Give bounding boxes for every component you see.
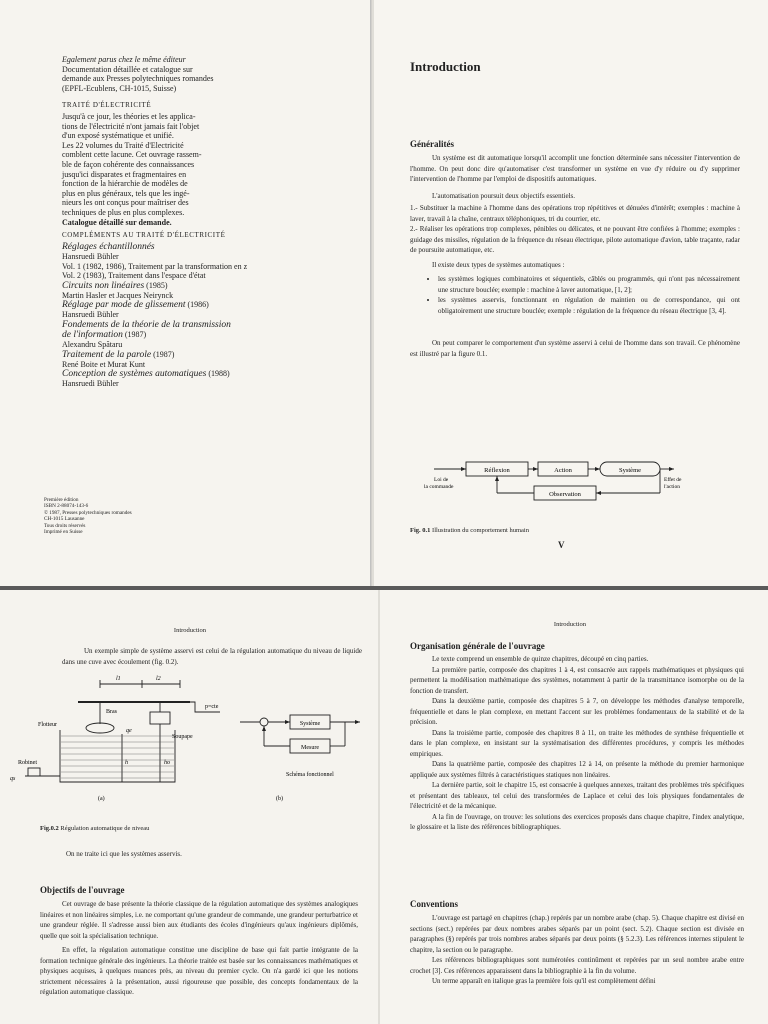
page-number: V bbox=[558, 540, 565, 550]
schema-label: Schéma fonctionnel bbox=[286, 772, 334, 778]
objectifs-text: Cet ouvrage de base présente la théorie classique de la régulation automatique des systèmes analogiques linéaires et non linéaires simples, i.e. ne comportant qu'une grandeur de commande, une grandeur perturbatrice et une grandeur réglée. Il s'adresse aussi bien aux étudiants des écoles d'ingénieurs qu'aux ingénieurs diplômés, quelle que soit la spécialisation technique. En effet, la régulation automatique constitue une discipline de base qui fait partie intégrante de la formation technique générale des ingénieurs. La théorie traitée est basée sur les connaissances mathématiques et physiques acquises, à quelques nuances près, au niveau du premier cycle. On n'a gardé ici que les notions strictement nécessaires à la présentation, aussi rigoureuse que possible, des concepts fondamentaux de la régulation automatique classique. bbox=[40, 900, 358, 996]
traite-text: Jusqu'à ce jour, les théories et les applica- tions de l'électricité n'ont jamais fait l'objet d'un exposé systématique et unifié. Les 22 volumes du Traité d'Electricité comblent cette lacune. Cet ouvrage rassem- ble de façon cohérente des connaissances jusqu'ici disparates et fragmentaires en fonction de la hiérarchie de modèles de plus en plus généraux, tels que les ingé- nieurs les ont conçus pour maîtriser des techniques de plus en plus complexes. Catalogue détaillé sur demande. bbox=[62, 112, 202, 227]
intro-text: Un système est dit automatique lorsqu'il accomplit une fonction déterminée sans nécessiter l'intervention de l'homme. On peut donc dire qu'automatiser c'est transformer un système en vue d'y réduire ou d'y supprimer l'intervention de l'homme par l'emploi de dispositifs automatiques. L'automatisation poursuit deux objectifs essentiels. 1.- Substituer la machine à l'homme dans des opérations trop répétitives et dénuées d'intérêt; exemples : machine à laver, travail à la chaîne, centraux téléphoniques, tri du courrier, etc. 2.- Réaliser les opérations trop complexes, pénibles ou délicates, et ne pouvant être confiées à l'homme; exemples : guidage des missiles, régulation de la fréquence du réseau électrique, pilote automatique d'avion, table traçante, radar de poursuite automatique, etc. Il existe deux types de systèmes automatiques : • les systèmes logiques combinatoires et séquentiels, câblés ou programmés, qui n'ont pas nécessairement une structure bouclée; exemple : machine à laver automatique, [1, 2]; • les systèmes asservis, fonctionnant en régulation de maintien ou de correspondance, qui ont obligatoirement une structure bouclée; exemple : régulation de la fréquence du réseau électrique [3, 4]. On peut comparer le comportement d'un système asservi à celui de l'homme dans son travail. Ce phénomène est illustré par la figure 0.1. bbox=[410, 153, 740, 359]
bullet-servo-systems: • les systèmes asservis, fonctionnant en régulation de maintien ou de correspondance, qui ont obligatoirement une structure bouclée; exemple : régulation de la fréquence du réseau électrique [3, 4]. bbox=[438, 295, 740, 316]
robinet-label: Robinet bbox=[18, 760, 37, 766]
systeme-block-label: Système bbox=[299, 721, 321, 727]
complements-heading: COMPLÉMENTS AU TRAITÉ D'ÉLECTRICITÉ bbox=[62, 231, 226, 239]
systeme-label: Système bbox=[618, 467, 642, 474]
laction-label: l'action bbox=[664, 484, 680, 490]
objectifs-heading: Objectifs de l'ouvrage bbox=[40, 885, 125, 895]
page-left-top bbox=[0, 0, 372, 586]
conventions-text: L'ouvrage est partagé en chapitres (chap.) repérés par un nombre arabe (chap. 5). Chaque chapitre est divisé en sections (sect.) repérées par deux nombres arabes séparés par un point (sect. 5.2). Chaque section est divisée en paragraphes (§) repérés par trois nombres arabes séparés par deux points (§ 5.2.3). Les références internes stipulent le chapitre, la section ou le paragraphe. Les références bibliographiques sont numérotées continûment et repérées par un seul nombre arabe entre crochet [3]. Ces références apparaissent dans la bibliographie à la fin du volume. Un terme apparaît en italique gras la première fois qu'il est complètement défini bbox=[410, 914, 744, 985]
observation-label: Observation bbox=[549, 491, 581, 498]
example-text: Un exemple simple de système asservi est celui de la régulation automatique du niveau de liquide dans une cuve avec écoulement (fig. 0.2). bbox=[62, 647, 362, 666]
commande-label: la commande bbox=[424, 484, 454, 490]
reflexion-label: Réflexion bbox=[484, 467, 510, 474]
page-left-bottom bbox=[0, 590, 378, 1024]
fig-0-1-caption: Fig. 0.1 Illustration du comportement humain bbox=[410, 527, 529, 534]
l1-label: l1 bbox=[116, 676, 121, 682]
conventions-heading: Conventions bbox=[410, 899, 459, 909]
action-label: Action bbox=[554, 467, 572, 474]
bras-label: Bras bbox=[106, 709, 117, 715]
servo-note: On ne traite ici que les systèmes asservis. bbox=[66, 850, 182, 858]
fig-0-2-diagram bbox=[0, 672, 378, 812]
generalites-heading: Généralités bbox=[410, 139, 454, 149]
organisation-heading: Organisation générale de l'ouvrage bbox=[410, 641, 545, 651]
fig-0-1-diagram bbox=[374, 450, 768, 570]
fig-b-label: (b) bbox=[276, 796, 283, 802]
also-published: Egalement parus chez le même éditeur Documentation détaillée et catalogue sur demande aux Presses polytechniques romandes (EPFL-Ecublens, CH-1015, Suisse) bbox=[62, 55, 214, 93]
page-right-top bbox=[374, 0, 768, 586]
page-title: Introduction bbox=[410, 59, 481, 74]
soupape-label: Soupape bbox=[172, 734, 193, 740]
fig-0-2-caption: Fig.0.2 Régulation automatique de niveau bbox=[40, 825, 150, 832]
loi-label: Loi de bbox=[434, 477, 449, 483]
complements-list: Réglages échantillonnés Hansruedi Bühler Vol. 1 (1982, 1986), Traitement par la transformation en z Vol. 2 (1983), Traitement dans l'espace d'état Circuits non linéaires (1985) Martin Hasler et Jacques Neirynck Réglage par mode de glissement (1986) Hansruedi Bühler Fondements de la théorie de la transmission de l'information (1987) Alexandru Spătaru Traitement de la parole (1987) René Boite et Murat Kunt Conception de systèmes automatiques (1988) Hansruedi Bühler bbox=[62, 242, 248, 389]
running-head-right: Introduction bbox=[553, 621, 587, 628]
running-head: Introduction bbox=[173, 627, 207, 634]
l2-label: l2 bbox=[156, 676, 161, 682]
flotteur-label: Flotteur bbox=[38, 722, 57, 728]
fig-a-label: (a) bbox=[98, 796, 105, 802]
ho-label: ho bbox=[164, 760, 170, 766]
effet-label: Effet de bbox=[664, 477, 682, 483]
bullet-logic-systems: • les systèmes logiques combinatoires et séquentiels, câblés ou programmés, qui n'ont pas nécessairement une structure bouclée; exemple : machine à laver automatique, [1, 2]; bbox=[438, 274, 740, 295]
pcte-label: p=cte bbox=[205, 704, 219, 710]
page-right-bottom bbox=[380, 590, 768, 1024]
traite-heading: TRAITÉ D'ÉLECTRICITÉ bbox=[62, 101, 152, 109]
qe-label: qe bbox=[126, 728, 132, 734]
organisation-text: Le texte comprend un ensemble de quinze chapitres, découpé en cinq parties. La première partie, composée des chapitres 1 à 4, est consacrée aux rappels mathématiques et physiques qui permettent la modélisation mathématique des systèmes, notamment à partir de la transmittance isomorphe ou de la fonction de transfert. Dans la deuxième partie, composée des chapitres 5 à 7, on développe les méthodes d'analyse temporelle, fréquentielle et dans le plan complexe, en mettant l'accent sur les problèmes fondamentaux de la stabilité et de la précision. Dans la troisième partie, composée des chapitres 8 à 11, on traite les méthodes de synthèse fréquentielle et dans le plan complexe, en insistant sur la systématisation des différentes procédures, y compris les méthodes empiriques. Dans la quatrième partie, composée des chapitres 12 à 14, on présente la méthode du premier harmonique appliquée aux systèmes filtrés à caractéristiques statiques non linéaires. La dernière partie, soit le chapitre 15, est consacrée à quelques annexes, traitant des problèmes très spécifiques et présentant des tableaux, tel celui des transformées de Laplace et celui des lois physiques fondamentales de l'électricité et de la mécanique. A la fin de l'ouvrage, on trouve: les solutions des exercices proposés dans chaque chapitre, l'index analytique, le glossaire et la liste des références bibliographiques. bbox=[410, 655, 744, 831]
imprint: Première édition ISBN 2-88074-143-6 © 1987, Presses polytechniques romandes CH-1015 Lausanne Tous droits réservés Imprimé en Suisse bbox=[44, 497, 132, 536]
mesure-block-label: Mesure bbox=[301, 745, 319, 751]
h-label: h bbox=[125, 760, 128, 766]
qs-label: qs bbox=[10, 776, 16, 782]
